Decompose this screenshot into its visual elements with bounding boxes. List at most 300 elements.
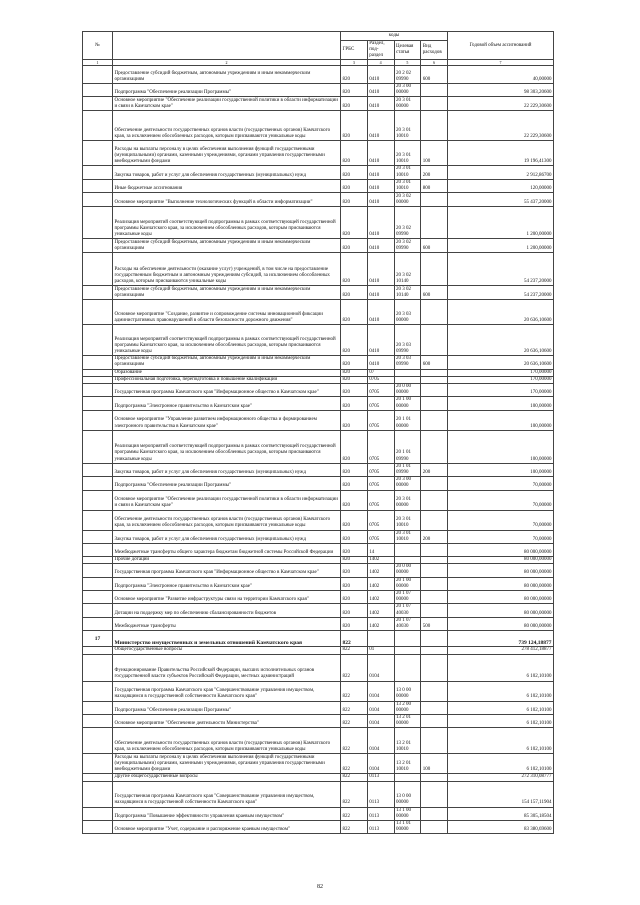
- table-row: [83, 781, 554, 807]
- row-grbs: 820: [341, 410, 368, 430]
- row-grbs: 820: [341, 84, 368, 97]
- row-name: Прочие дотации: [113, 557, 341, 564]
- colnum-5: 5: [394, 60, 421, 66]
- row-expense-type: 100: [421, 754, 448, 774]
- row-name: Другие общегосударственные вопросы: [113, 774, 341, 781]
- row-target-article: 13 2 01 00000: [394, 714, 421, 727]
- row-name: Предоставление субсидий бюджетным, автономным учреждениям и иным некоммерческим организациям: [113, 239, 341, 253]
- row-amount: 19 196,41300: [448, 141, 554, 166]
- row-grbs: 822: [341, 681, 368, 701]
- row-grbs: 822: [341, 807, 368, 820]
- table-row: [83, 97, 554, 111]
- row-grbs: 820: [341, 207, 368, 239]
- row-amount: 80 000,00000: [448, 617, 554, 630]
- row-target-article: [394, 647, 421, 654]
- row-name: Общегосударственные вопросы: [113, 647, 341, 654]
- row-razdel: 0410: [367, 193, 394, 207]
- row-name: Профессиональная подготовка, переподготовка и повышение квалификации: [113, 376, 341, 383]
- row-grbs: 822: [341, 631, 368, 647]
- row-target-article: 20 3 00 00000: [394, 477, 421, 490]
- row-grbs: 820: [341, 604, 368, 617]
- row-amount: 100,00000: [448, 410, 554, 430]
- row-num: [83, 239, 113, 253]
- row-name: Расходы на обеспечение деятельности (оказание услуг) учреждений, в том числе на предоставление государственным бюджетным и автономным учреждениям субсидий, за исключением обособленных расходов, которым присваиваются уникальные коды: [113, 253, 341, 286]
- row-amount: 80 000,00000: [448, 591, 554, 604]
- table-row: [83, 207, 554, 239]
- row-grbs: 820: [341, 564, 368, 577]
- row-amount: 6 102,10100: [448, 701, 554, 714]
- row-name: Основное мероприятие "Обеспечение реализации государственной политики в области информатизации и связи в Камчатском крае": [113, 97, 341, 111]
- row-razdel: 14: [367, 544, 394, 557]
- row-razdel: 1402: [367, 617, 394, 630]
- row-name: Предоставление субсидий бюджетным, автономным учреждениям и иным некоммерческим организациям: [113, 356, 341, 369]
- row-num: [83, 714, 113, 727]
- row-grbs: 820: [341, 490, 368, 510]
- row-razdel: 0410: [367, 166, 394, 179]
- table-row: [83, 728, 554, 754]
- table-row: [83, 397, 554, 410]
- row-amount: 6 102,10100: [448, 754, 554, 774]
- row-razdel: 1402: [367, 557, 394, 564]
- row-num: [83, 544, 113, 557]
- row-grbs: 822: [341, 714, 368, 727]
- row-name: Подпрограмма "Обеспечение реализации Программы": [113, 84, 341, 97]
- row-expense-type: [421, 510, 448, 530]
- row-num: [83, 807, 113, 820]
- header-cs: Целевая статья: [394, 41, 421, 60]
- row-grbs: 820: [341, 193, 368, 207]
- header-codes: коды: [341, 32, 448, 41]
- table-row: [83, 820, 554, 833]
- row-expense-type: [421, 781, 448, 807]
- row-amount: 80 000,00000: [448, 544, 554, 557]
- row-amount: 80 000,00000: [448, 564, 554, 577]
- header-razdel: Раздел, под-раздел: [367, 41, 394, 60]
- row-target-article: 20 3 01 10010: [394, 179, 421, 192]
- row-name: Основное мероприятие "Управление развитием информационного общества и формированием электронного правительства в Камчатском крае": [113, 410, 341, 430]
- row-amount: 739 124,18877: [448, 631, 554, 647]
- row-num: [83, 604, 113, 617]
- table-row: [83, 631, 554, 647]
- row-target-article: 20 1 07 00000: [394, 591, 421, 604]
- row-amount: 100,00000: [448, 463, 554, 476]
- row-target-article: 13 2 01 10010: [394, 728, 421, 754]
- row-expense-type: [421, 631, 448, 647]
- row-target-article: 13 1 01 00000: [394, 820, 421, 833]
- row-grbs: 820: [341, 591, 368, 604]
- row-expense-type: [421, 300, 448, 325]
- colnum-4: 4: [367, 60, 394, 66]
- row-amount: 20 636,10600: [448, 356, 554, 369]
- row-expense-type: 600: [421, 66, 448, 84]
- row-num: [83, 490, 113, 510]
- row-amount: 80 000,00000: [448, 577, 554, 590]
- row-num: [83, 325, 113, 356]
- row-num: [83, 477, 113, 490]
- row-target-article: 20 1 01 09990: [394, 463, 421, 476]
- row-num: [83, 654, 113, 681]
- row-expense-type: [421, 681, 448, 701]
- table-row: [83, 253, 554, 286]
- row-amount: 154 157,11904: [448, 781, 554, 807]
- row-expense-type: [421, 369, 448, 376]
- row-name: Государственная программа Камчатского края "Информационное общество в Камчатском крае": [113, 564, 341, 577]
- row-amount: 80 000,00000: [448, 557, 554, 564]
- row-num: [83, 820, 113, 833]
- table-row: [83, 490, 554, 510]
- row-target-article: 20 3 02 00000: [394, 193, 421, 207]
- row-expense-type: [421, 577, 448, 590]
- table-row: [83, 193, 554, 207]
- row-amount: 2 912,86700: [448, 166, 554, 179]
- row-razdel: 0410: [367, 325, 394, 356]
- table-row: [83, 654, 554, 681]
- row-target-article: 20 3 02 09990: [394, 207, 421, 239]
- row-grbs: 822: [341, 701, 368, 714]
- row-expense-type: [421, 193, 448, 207]
- row-razdel: 0410: [367, 300, 394, 325]
- header-sum: Годовой объем ассигнований: [448, 32, 554, 60]
- row-razdel: 0113: [367, 807, 394, 820]
- row-target-article: 20 0 00 00000: [394, 564, 421, 577]
- row-razdel: 01: [367, 647, 394, 654]
- row-name: Подпрограмма "Обеспечение реализации Программы": [113, 477, 341, 490]
- row-target-article: [394, 654, 421, 681]
- table-row: [83, 84, 554, 97]
- table-row: [83, 111, 554, 141]
- table-row: [83, 807, 554, 820]
- row-num: [83, 564, 113, 577]
- row-name: Основное мероприятие "Обеспечение реализации государственной политики в области информатизации и связи в Камчатском крае": [113, 490, 341, 510]
- row-target-article: 20 3 01 10010: [394, 510, 421, 530]
- row-num: [83, 728, 113, 754]
- row-razdel: 0113: [367, 820, 394, 833]
- row-razdel: 0104: [367, 701, 394, 714]
- row-razdel: 0410: [367, 141, 394, 166]
- row-target-article: 20 1 01 00000: [394, 410, 421, 430]
- row-razdel: 0104: [367, 654, 394, 681]
- row-amount: 100,00000: [448, 397, 554, 410]
- row-expense-type: [421, 714, 448, 727]
- row-amount: 70,00000: [448, 530, 554, 543]
- row-name: Обеспечение деятельности государственных органов власти (государственных органов) Камчатского края, за исключением обособленных расходов, которым присваиваются уникальные коды: [113, 510, 341, 530]
- row-num: [83, 577, 113, 590]
- table-row: [83, 681, 554, 701]
- row-grbs: 822: [341, 774, 368, 781]
- row-razdel: 07: [367, 369, 394, 376]
- row-grbs: 820: [341, 253, 368, 286]
- row-razdel: 0410: [367, 66, 394, 84]
- row-num: [83, 300, 113, 325]
- row-num: [83, 356, 113, 369]
- row-expense-type: [421, 591, 448, 604]
- row-razdel: 0705: [367, 410, 394, 430]
- row-target-article: 20 3 01 10010: [394, 530, 421, 543]
- row-num: [83, 681, 113, 701]
- row-target-article: 13 0 00 00000: [394, 781, 421, 807]
- row-expense-type: [421, 111, 448, 141]
- row-amount: 70,00000: [448, 490, 554, 510]
- table-row: [83, 430, 554, 463]
- row-expense-type: 600: [421, 286, 448, 300]
- row-grbs: 822: [341, 647, 368, 654]
- row-expense-type: [421, 774, 448, 781]
- row-grbs: 820: [341, 97, 368, 111]
- header-num: №: [83, 32, 113, 60]
- row-target-article: 20 3 03 09990: [394, 356, 421, 369]
- table-row: [83, 66, 554, 84]
- row-num: [83, 384, 113, 397]
- row-grbs: 820: [341, 384, 368, 397]
- row-name: Государственная программа Камчатского края "Совершенствование управления имуществом, находящимся в государственной собственности Камчатского края": [113, 681, 341, 701]
- row-target-article: [394, 631, 421, 647]
- row-expense-type: 800: [421, 179, 448, 192]
- row-expense-type: [421, 820, 448, 833]
- row-razdel: 0705: [367, 384, 394, 397]
- row-target-article: 20 3 02 09990: [394, 239, 421, 253]
- table-row: [83, 477, 554, 490]
- row-num: [83, 193, 113, 207]
- row-name: Обеспечение деятельности государственных органов власти (государственных органов) Камчатского края, за исключением обособленных расходов, которым присваиваются уникальные коды: [113, 111, 341, 141]
- row-name: Реализация мероприятий соответствующей подпрограммы в рамках соответствующей государственной программы Камчатского края, за исключением обособленных расходов, которым присваиваются уникальные коды: [113, 430, 341, 463]
- row-name: Основное мероприятие "Создание, развитие и сопровождение системы инновационной фиксации административных правонарушений в области безопасности дорожного движения": [113, 300, 341, 325]
- row-target-article: [394, 774, 421, 781]
- row-amount: 6 102,10100: [448, 654, 554, 681]
- row-razdel: 0705: [367, 376, 394, 383]
- table-row: [83, 754, 554, 774]
- row-amount: 6 102,10100: [448, 714, 554, 727]
- table-row: [83, 286, 554, 300]
- row-amount: 20 636,10600: [448, 300, 554, 325]
- table-row: [83, 410, 554, 430]
- row-expense-type: 200: [421, 530, 448, 543]
- row-amount: 278 412,18877: [448, 647, 554, 654]
- table-row: [83, 300, 554, 325]
- table-row: [83, 617, 554, 630]
- colnum-6: 6: [421, 60, 448, 66]
- budget-table: [82, 31, 554, 834]
- row-amount: 54 237,20000: [448, 253, 554, 286]
- table-row: [83, 179, 554, 192]
- row-name: Закупка товаров, работ и услуг для обеспечения государственных (муниципальных) нужд: [113, 463, 341, 476]
- row-grbs: 820: [341, 376, 368, 383]
- row-amount: 83 380,69600: [448, 820, 554, 833]
- row-amount: 54 237,20000: [448, 286, 554, 300]
- row-expense-type: [421, 654, 448, 681]
- row-num: [83, 66, 113, 84]
- row-razdel: 1402: [367, 591, 394, 604]
- row-target-article: 20 3 01 10010: [394, 166, 421, 179]
- row-name: Основное мероприятие "Развитие инфраструктуры связи на территории Камчатского края": [113, 591, 341, 604]
- row-amount: 22 229,30600: [448, 111, 554, 141]
- row-target-article: 20 3 01 10010: [394, 111, 421, 141]
- row-name: Иные бюджетные ассигнования: [113, 179, 341, 192]
- row-grbs: 822: [341, 781, 368, 807]
- row-target-article: 20 3 01 00000: [394, 490, 421, 510]
- row-num: [83, 207, 113, 239]
- row-razdel: 1402: [367, 577, 394, 590]
- row-target-article: 20 3 02 10140: [394, 253, 421, 286]
- table-body: [83, 66, 554, 834]
- header-grbs: ГРБС: [341, 41, 368, 60]
- row-amount: 120,00000: [448, 179, 554, 192]
- row-num: [83, 286, 113, 300]
- row-amount: 170,00000: [448, 369, 554, 376]
- row-razdel: [367, 631, 394, 647]
- row-expense-type: [421, 564, 448, 577]
- row-target-article: [394, 544, 421, 557]
- table-row: [83, 714, 554, 727]
- row-expense-type: 600: [421, 239, 448, 253]
- row-expense-type: [421, 701, 448, 714]
- row-name: Подпрограмма "Повышение эффективности управления краевым имуществом": [113, 807, 341, 820]
- row-target-article: 13 2 01 10010: [394, 754, 421, 774]
- row-num: [83, 781, 113, 807]
- row-grbs: 822: [341, 754, 368, 774]
- row-amount: 100,00000: [448, 430, 554, 463]
- row-num: [83, 463, 113, 476]
- row-num: [83, 754, 113, 774]
- row-name: Межбюджетные трансферты: [113, 617, 341, 630]
- row-name: Закупка товаров, работ и услуг для обеспечения государственных (муниципальных) нужд: [113, 530, 341, 543]
- row-num: 17: [83, 631, 113, 647]
- row-amount: 170,00000: [448, 384, 554, 397]
- row-razdel: 0410: [367, 97, 394, 111]
- row-num: [83, 701, 113, 714]
- row-razdel: 0113: [367, 774, 394, 781]
- row-target-article: 13 2 00 00000: [394, 701, 421, 714]
- row-expense-type: [421, 384, 448, 397]
- budget-table-sheet: [82, 31, 554, 834]
- row-expense-type: [421, 207, 448, 239]
- row-name: Предоставление субсидий бюджетным, автономным учреждениям и иным некоммерческим организациям: [113, 286, 341, 300]
- row-expense-type: 500: [421, 617, 448, 630]
- table-row: [83, 557, 554, 564]
- row-name: Государственная программа Камчатского края "Совершенствование управления имуществом, находящимся в государственной собственности Камчатского края": [113, 781, 341, 807]
- table-row: [83, 166, 554, 179]
- row-target-article: 20 1 07 40030: [394, 617, 421, 630]
- row-expense-type: 600: [421, 356, 448, 369]
- table-row: [83, 239, 554, 253]
- row-expense-type: [421, 647, 448, 654]
- row-target-article: 20 3 03 00000: [394, 300, 421, 325]
- row-target-article: 20 3 03 09990: [394, 325, 421, 356]
- row-name: Подпрограмма "Электронное правительство в Камчатском крае": [113, 577, 341, 590]
- row-expense-type: [421, 557, 448, 564]
- row-num: [83, 397, 113, 410]
- row-expense-type: [421, 253, 448, 286]
- row-razdel: 0410: [367, 111, 394, 141]
- row-num: [83, 253, 113, 286]
- row-amount: 1 200,00000: [448, 239, 554, 253]
- row-target-article: 20 3 02 10140: [394, 286, 421, 300]
- row-num: [83, 617, 113, 630]
- row-grbs: 820: [341, 166, 368, 179]
- row-name: Министерство имущественных и земельных отношений Камчатского края: [113, 631, 341, 647]
- row-amount: 98 303,20600: [448, 84, 554, 97]
- row-target-article: 20 1 00 00000: [394, 577, 421, 590]
- row-num: [83, 410, 113, 430]
- row-name: Расходы на выплаты персоналу в целях обеспечения выполнения функций государственными (муниципальными) органами, казенными учреждениями, органами управления государственными внебюджетными фондами: [113, 754, 341, 774]
- table-row: [83, 356, 554, 369]
- row-razdel: 0705: [367, 477, 394, 490]
- row-grbs: 820: [341, 325, 368, 356]
- row-name: Основное мероприятие "Выполнение технологических функций в области информатизации": [113, 193, 341, 207]
- row-razdel: 0705: [367, 430, 394, 463]
- row-razdel: 0705: [367, 463, 394, 476]
- row-num: [83, 376, 113, 383]
- colnum-2: 2: [113, 60, 341, 66]
- row-expense-type: [421, 84, 448, 97]
- row-target-article: 20 3 01 00000: [394, 97, 421, 111]
- row-amount: 55 437,20000: [448, 193, 554, 207]
- row-razdel: 0410: [367, 286, 394, 300]
- row-amount: 1 200,00000: [448, 207, 554, 239]
- table-row: [83, 325, 554, 356]
- row-name: Образование: [113, 369, 341, 376]
- row-amount: 22 229,30600: [448, 97, 554, 111]
- row-target-article: 13 1 00 00000: [394, 807, 421, 820]
- page-number: 82: [317, 884, 323, 890]
- row-target-article: 20 1 01 09990: [394, 430, 421, 463]
- row-target-article: 20 3 01 10010: [394, 141, 421, 166]
- table-row: [83, 384, 554, 397]
- row-amount: 85 305,18504: [448, 807, 554, 820]
- table-row: [83, 647, 554, 654]
- row-num: [83, 530, 113, 543]
- row-target-article: 20 2 02 09990: [394, 66, 421, 84]
- row-grbs: 820: [341, 477, 368, 490]
- row-grbs: 820: [341, 510, 368, 530]
- row-name: Дотации на поддержку мер по обеспечению сбалансированности бюджетов: [113, 604, 341, 617]
- row-grbs: 820: [341, 544, 368, 557]
- table-row: [83, 774, 554, 781]
- table-row: [83, 530, 554, 543]
- row-expense-type: [421, 544, 448, 557]
- table-row: [83, 510, 554, 530]
- row-name: Основное мероприятие "Учет, содержание и распоряжение краевым имуществом": [113, 820, 341, 833]
- row-amount: 70,00000: [448, 510, 554, 530]
- row-razdel: 0113: [367, 781, 394, 807]
- row-razdel: 0410: [367, 207, 394, 239]
- row-expense-type: 100: [421, 141, 448, 166]
- row-razdel: 1402: [367, 604, 394, 617]
- row-razdel: 1402: [367, 564, 394, 577]
- row-expense-type: 200: [421, 463, 448, 476]
- row-grbs: 820: [341, 300, 368, 325]
- row-name: Предоставление субсидий бюджетным, автономным учреждениям и иным некоммерческим организациям: [113, 66, 341, 84]
- row-target-article: 20 0 00 00000: [394, 384, 421, 397]
- row-name: Расходы на выплаты персоналу в целях обеспечения выполнения функций государственными (муниципальными) органами, казенными учреждениями, органами управления государственными внебюджетными фондами: [113, 141, 341, 166]
- row-razdel: 0410: [367, 356, 394, 369]
- row-grbs: 820: [341, 617, 368, 630]
- row-razdel: 0705: [367, 510, 394, 530]
- table-row: [83, 376, 554, 383]
- table-row: [83, 544, 554, 557]
- row-name: Межбюджетные трансферты общего характера бюджетам бюджетной системы Российской Федерации: [113, 544, 341, 557]
- row-expense-type: [421, 430, 448, 463]
- row-expense-type: [421, 728, 448, 754]
- row-grbs: 820: [341, 286, 368, 300]
- row-razdel: 0410: [367, 253, 394, 286]
- row-grbs: 820: [341, 239, 368, 253]
- row-target-article: [394, 369, 421, 376]
- row-num: [83, 111, 113, 141]
- row-amount: 40,00000: [448, 66, 554, 84]
- row-grbs: 820: [341, 179, 368, 192]
- row-grbs: 820: [341, 430, 368, 463]
- row-razdel: 0705: [367, 530, 394, 543]
